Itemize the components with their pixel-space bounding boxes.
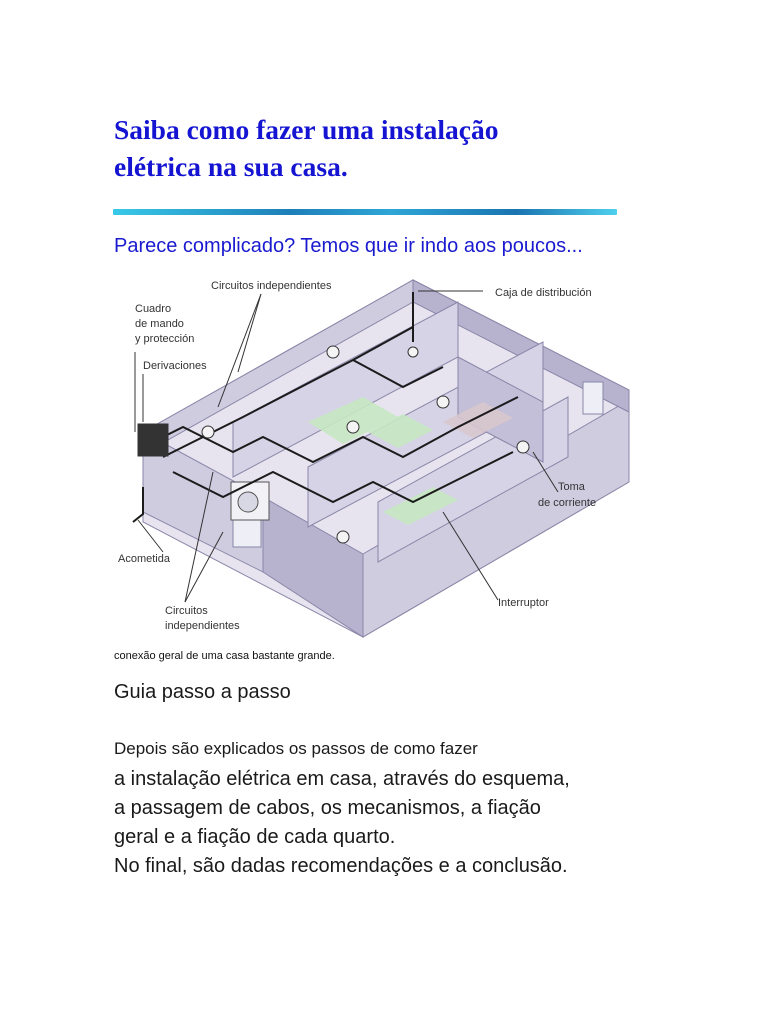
label-circuitos-bottom-1: Circuitos xyxy=(165,605,208,617)
title-line-2: elétrica na sua casa. xyxy=(114,151,348,182)
body-line-3: geral e a fiação de cada quarto. xyxy=(114,826,396,848)
body-text xyxy=(114,765,674,881)
page-title xyxy=(114,111,674,185)
label-caja-distribucion: Caja de distribución xyxy=(495,287,592,299)
intro-text: Depois são explicados os passos de como fazer xyxy=(114,739,478,758)
label-toma-1: Toma xyxy=(558,481,585,493)
section-heading: Guia passo a passo xyxy=(114,681,291,703)
label-circuitos-independientes-top: Circuitos independientes xyxy=(211,280,332,292)
label-acometida: Acometida xyxy=(118,553,170,565)
body-line-4: No final, são dadas recomendações e a conclusão. xyxy=(114,855,568,877)
house-walls xyxy=(143,280,629,637)
decorative-divider xyxy=(113,209,617,215)
subtitle: Parece complicado? Temos que ir indo aos poucos... xyxy=(114,235,583,257)
label-interruptor: Interruptor xyxy=(498,597,549,609)
label-cuadro-3: y protección xyxy=(135,333,195,345)
label-toma-2: de corriente xyxy=(538,497,597,509)
label-cuadro-1: Cuadro xyxy=(135,303,172,315)
title-line-1: Saiba como fazer uma instalação xyxy=(114,114,499,145)
body-line-2: a passagem de cabos, os mecanismos, a fiação xyxy=(114,797,541,819)
image-caption: conexão geral de uma casa bastante grande. xyxy=(114,650,335,662)
label-derivaciones: Derivaciones xyxy=(143,360,207,372)
label-circuitos-bottom-2: independientes xyxy=(165,620,240,632)
house-wiring-diagram xyxy=(113,272,633,638)
body-line-1: a instalação elétrica em casa, através do esquema, xyxy=(114,768,570,790)
label-cuadro-2: de mando xyxy=(135,318,184,330)
